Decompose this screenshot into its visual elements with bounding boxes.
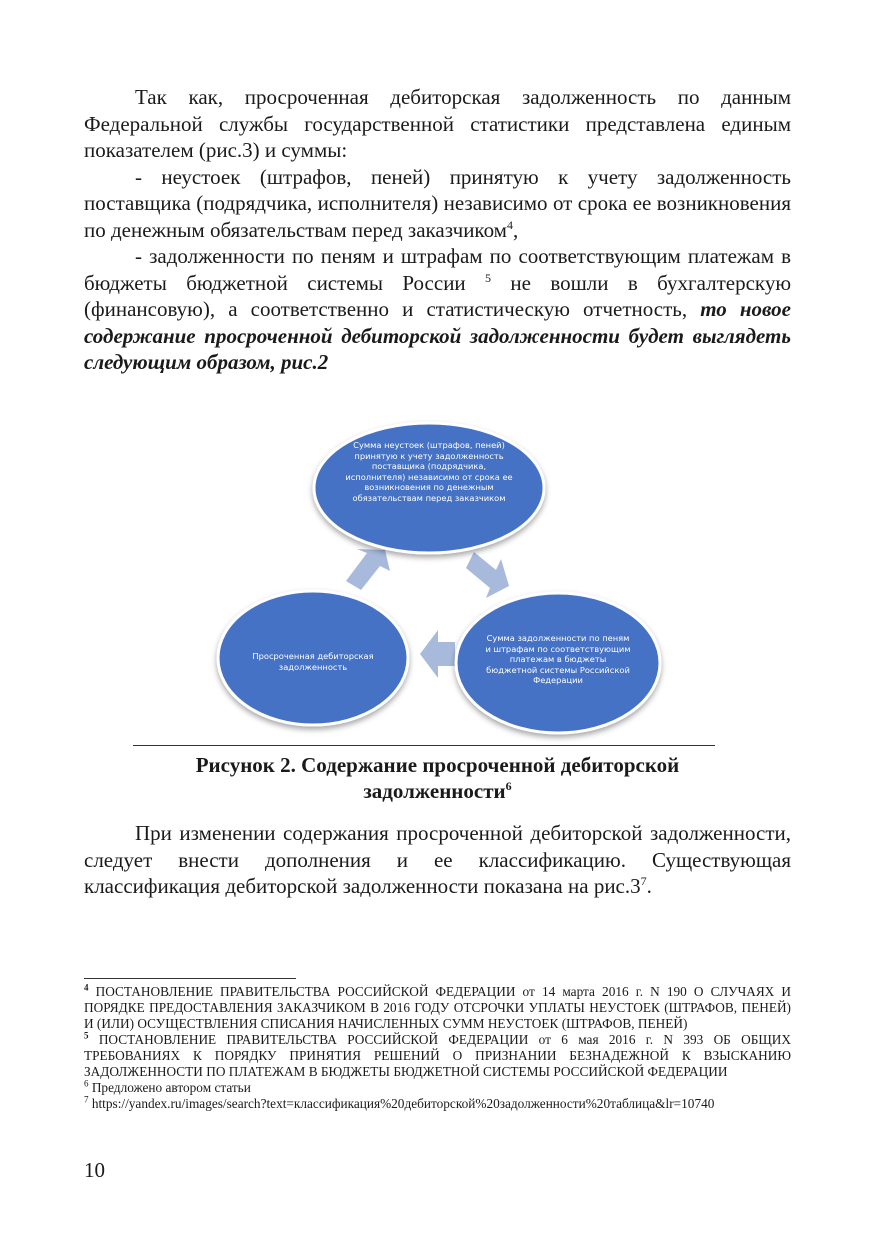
- body-text: [84, 84, 791, 376]
- paragraph-4-text: При изменении содержания просроченной дебиторской задолженности, следует внести дополнения и ее классификацию. Существующая классификация дебиторской задолженности показана на рис.3: [84, 821, 791, 898]
- footnote-7: $^7$ https://yandex.ru/images/search?text=классификация%20дебиторской%20задолженности%20таблица&lr=10740: [84, 1094, 715, 1111]
- right-ellipse-label: Сумма задолженности по пеням и штрафам по соответствующим платежам в бюджеты бюджетной системы Российской Федерации: [485, 633, 631, 685]
- cycle-diagram: [133, 418, 715, 748]
- paragraph-2-text: - неустоек (штрафов, пеней) принятую к учету задолженность поставщика (подрядчика, исполнителя) независимо от срока ее возникновения по денежным обязательствам перед заказчиком: [84, 164, 791, 242]
- paragraph-2: [84, 164, 791, 244]
- footnote-7-link[interactable]: https://yandex.ru/images/search?text=классификация%20дебиторской%20задолженности%20таблица&lr=10740: [91, 1096, 715, 1111]
- footnote-rule: [84, 978, 296, 979]
- paragraph-3-text: - задолженности по пеням и штрафам по соответствующим платежам в бюджеты бюджетной системы России: [84, 244, 791, 295]
- after-figure-text: [84, 820, 791, 900]
- footnote-ref-5[interactable]: 5: [485, 270, 492, 285]
- footnote-4: $^4$ ПОСТАНОВЛЕНИЕ ПРАВИТЕЛЬСТВА РОССИЙСКОЙ ФЕДЕРАЦИИ от 14 марта 2016 г. N 190 О СЛУЧАЯХ И ПОРЯДКЕ ПРЕДОСТАВЛЕНИЯ ЗАКАЗЧИКОМ В 2016 ГОДУ ОТСРОЧКИ УПЛАТЫ НЕУСТОЕК (ШТРАФОВ, ПЕНЕЙ) И (ИЛИ) ОСУЩЕСТВЛЕНИЯ СПИСАНИЯ НАЧИСЛЕННЫХ СУММ НЕУСТОЕК (ШТРАФОВ, ПЕНЕЙ): [84, 982, 791, 1031]
- page-number: 10: [84, 1158, 105, 1182]
- paragraph-4: [84, 820, 791, 900]
- figure-caption: [84, 752, 791, 804]
- paragraph-3-emphasis: то новое содержание просроченной дебиторской задолженности будет выглядеть следующим образом, рис.2: [84, 297, 791, 374]
- caption-line-1: Рисунок 2. Содержание просроченной дебиторской: [195, 753, 680, 777]
- top-ellipse-label: Сумма неустоек (штрафов, пеней) принятую к учету задолженность поставщика (подрядчика, исполнителя) независимо от срока ее возникновения по денежным обязательствам перед заказчиком: [345, 440, 513, 503]
- caption-line-2: задолженности$^6$: [363, 779, 512, 803]
- figure-divider: [133, 745, 715, 746]
- arrow-top-to-right: [466, 552, 509, 598]
- footnote-6: $^6$ Предложено автором статьи: [84, 1078, 251, 1095]
- footnotes: [84, 984, 791, 1112]
- paragraph-1: Так как, просроченная дебиторская задолженность по данным Федеральной службы государственной статистики представлена единым показателем (рис.3) и суммы:: [84, 85, 791, 162]
- paragraph-3-mid: не вошли в бухгалтерскую (финансовую), а соответственно и статистическую отчетность,: [84, 270, 792, 321]
- paragraph-2-tail: ,: [512, 217, 519, 242]
- footnote-ref-4[interactable]: 4: [506, 217, 513, 232]
- left-ellipse-label: Просроченная дебиторская задолженность: [252, 651, 374, 672]
- paragraph-3: [84, 243, 791, 376]
- footnote-5: $^5$ ПОСТАНОВЛЕНИЕ ПРАВИТЕЛЬСТВА РОССИЙСКОЙ ФЕДЕРАЦИИ от 6 мая 2016 г. N 393 ОБ ОБЩИХ ТРЕБОВАНИЯХ К ПОРЯДКУ ПРИНЯТИЯ РЕШЕНИЙ О ПРИЗНАНИИ БЕЗНАДЕЖНОЙ К ВЗЫСКАНИЮ ЗАДОЛЖЕННОСТИ ПО ПЛАТЕЖАМ В БЮДЖЕТЫ БЮДЖЕТНОЙ СИСТЕМЫ РОССИЙСКОЙ ФЕДЕРАЦИИ: [84, 1030, 792, 1079]
- arrow-right-to-left: [420, 630, 455, 678]
- arrow-left-to-top: [346, 549, 390, 590]
- footnote-ref-7[interactable]: 7: [640, 874, 647, 888]
- paragraph-4-tail: .: [646, 874, 652, 898]
- footnote-ref-6[interactable]: 6: [505, 779, 512, 793]
